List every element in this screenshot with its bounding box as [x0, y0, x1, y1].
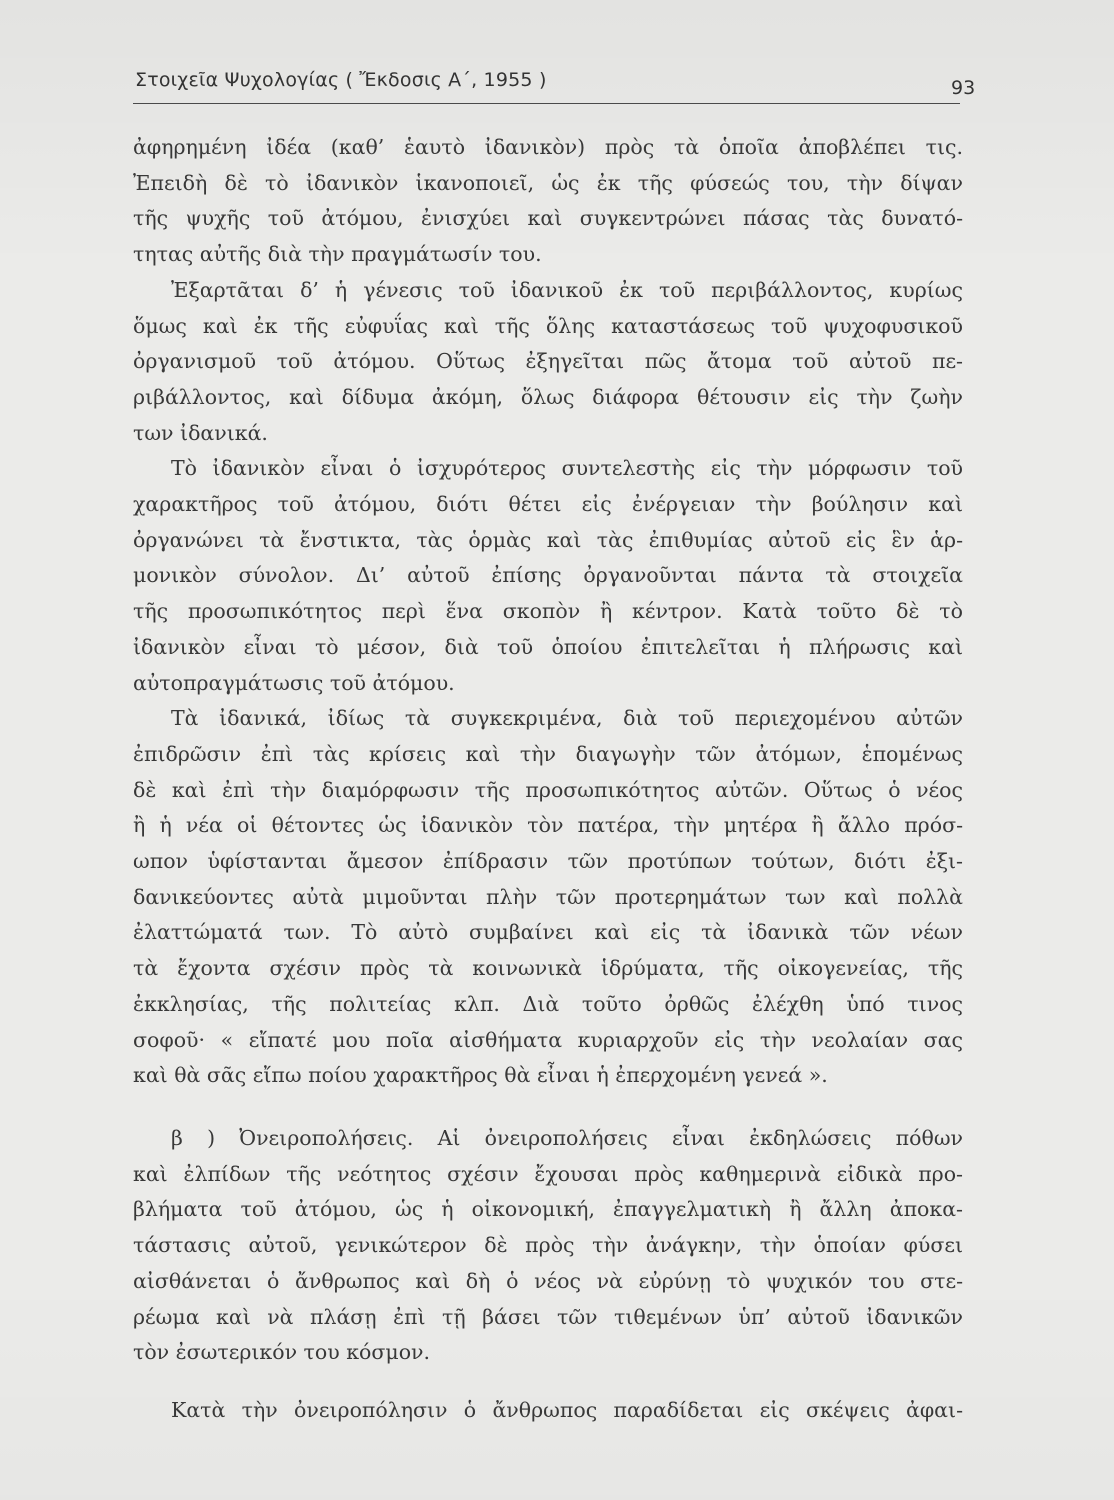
- text-line: ὀργανώνει τὰ ἔνστικτα, τὰς ὁρμὰς καὶ τὰς ἐπιθυμίας αὐτοῦ εἰς ἓν ἁρ-: [133, 527, 963, 552]
- header-rule: [133, 103, 960, 104]
- text-line: τὸν ἐσωτερικόν του κόσμον.: [133, 1340, 431, 1365]
- text-line: ρέωμα καὶ νὰ πλάσῃ ἐπὶ τῇ βάσει τῶν τιθεμένων ὑπ’ αὐτοῦ ἰδανικῶν: [133, 1304, 963, 1329]
- text-line: τῆς ψυχῆς τοῦ ἀτόμου, ἐνισχύει καὶ συγκεντρώνει πάσας τὰς δυνατό-: [133, 206, 963, 231]
- text-line: τὰ ἔχοντα σχέσιν πρὸς τὰ κοινωνικὰ ἱδρύματα, τῆς οἰκογενείας, τῆς: [133, 956, 963, 981]
- text-line: ἰδανικὸν εἶναι τὸ μέσον, διὰ τοῦ ὁποίου ἐπιτελεῖται ἡ πλήρωσις καὶ: [133, 634, 963, 659]
- text-line: αὐτοπραγμάτωσις τοῦ ἀτόμου.: [133, 670, 455, 695]
- text-line: δανικεύοντες αὐτὰ μιμοῦνται πλὴν τῶν προτερημάτων των καὶ πολλὰ: [133, 884, 963, 909]
- text-line: καὶ ἐλπίδων τῆς νεότητος σχέσιν ἔχουσαι πρὸς καθημερινὰ εἰδικὰ προ-: [133, 1161, 963, 1186]
- paragraph: [133, 273, 963, 452]
- running-header-title: Στοιχεῖα Ψυχολογίας ( Ἔκδοσις Α΄, 1955 ): [135, 69, 547, 91]
- text-line: ἐπιδρῶσιν ἐπὶ τὰς κρίσεις καὶ τὴν διαγωγὴν τῶν ἀτόμων, ἑπομένως: [133, 741, 963, 766]
- paragraph: [133, 451, 963, 701]
- text-line: καὶ θὰ σᾶς εἴπω ποίου χαρακτῆρος θὰ εἶναι ἡ ἐπερχομένη γενεά ».: [133, 1063, 828, 1088]
- page-number: 93: [951, 77, 976, 99]
- text-line: ὀργανισμοῦ τοῦ ἀτόμου. Οὕτως ἐξηγεῖται πῶς ἄτομα τοῦ αὐτοῦ πε-: [133, 349, 963, 374]
- text-line: βλήματα τοῦ ἀτόμου, ὡς ἡ οἰκονομική, ἐπαγγελματικὴ ἢ ἄλλη ἀποκα-: [133, 1197, 963, 1222]
- text-line: των ἰδανικά.: [133, 420, 268, 445]
- text-line: ἐλαττώματά των. Τὸ αὐτὸ συμβαίνει καὶ εἰς τὰ ἰδανικὰ τῶν νέων: [133, 920, 963, 945]
- text-line: μονικὸν σύνολον. Δι’ αὐτοῦ ἐπίσης ὀργανοῦνται πάντα τὰ στοιχεῖα: [133, 563, 963, 588]
- text-line: ἐκκλησίας, τῆς πολιτείας κλπ. Διὰ τοῦτο ὀρθῶς ἐλέχθη ὑπό τινος: [133, 991, 963, 1016]
- paragraph: [133, 130, 963, 273]
- text-line: αἰσθάνεται ὁ ἄνθρωπος καὶ δὴ ὁ νέος νὰ εὐρύνῃ τὸ ψυχικόν του στε-: [133, 1268, 963, 1293]
- text-line: Ἐξαρτᾶται δ’ ἡ γένεσις τοῦ ἰδανικοῦ ἐκ τοῦ περιβάλλοντος, κυρίως: [171, 277, 963, 302]
- text-line: Κατὰ τὴν ὀνειροπόλησιν ὁ ἄνθρωπος παραδίδεται εἰς σκέψεις ἀφαι-: [171, 1397, 963, 1422]
- paragraph: [133, 1121, 963, 1371]
- text-line: Ἐπειδὴ δὲ τὸ ἰδανικὸν ἱκανοποιεῖ, ὡς ἐκ τῆς φύσεώς του, τὴν δίψαν: [133, 170, 963, 195]
- text-line: σοφοῦ· « εἴπατέ μου ποῖα αἰσθήματα κυριαρχοῦν εἰς τὴν νεολαίαν σας: [133, 1027, 963, 1052]
- text-line: τάστασις αὐτοῦ, γενικώτερον δὲ πρὸς τὴν ἀνάγκην, τὴν ὁποίαν φύσει: [133, 1233, 963, 1258]
- text-line: χαρακτῆρος τοῦ ἀτόμου, διότι θέτει εἰς ἐνέργειαν τὴν βούλησιν καὶ: [133, 492, 963, 517]
- text-line: τητας αὐτῆς διὰ τὴν πραγμάτωσίν του.: [133, 242, 542, 267]
- paragraph: [133, 1393, 963, 1429]
- text-line: ἢ ἡ νέα οἱ θέτοντες ὡς ἰδανικὸν τὸν πατέρα, τὴν μητέρα ἢ ἄλλο πρόσ-: [133, 813, 963, 838]
- text-line: Τὸ ἰδανικὸν εἶναι ὁ ἰσχυρότερος συντελεστὴς εἰς τὴν μόρφωσιν τοῦ: [171, 456, 963, 481]
- paragraph: [133, 701, 963, 1094]
- text-line: ὅμως καὶ ἐκ τῆς εὐφυΐας καὶ τῆς ὅλης καταστάσεως τοῦ ψυχοφυσικοῦ: [133, 313, 963, 338]
- text-line: ἀφηρημένη ἰδέα (καθ’ ἑαυτὸ ἰδανικὸν) πρὸς τὰ ὁποῖα ἀποβλέπει τις.: [133, 135, 963, 159]
- text-line: τῆς προσωπικότητος περὶ ἕνα σκοπὸν ἢ κέντρον. Κατὰ τοῦτο δὲ τὸ: [133, 599, 963, 624]
- text-line: ωπον ὑφίστανται ἄμεσον ἐπίδρασιν τῶν προτύπων τούτων, διότι ἐξι-: [133, 849, 963, 874]
- text-line: β ) Ὀνειροπολήσεις. Αἱ ὀνειροπολήσεις εἶναι ἐκδηλώσεις πόθων: [171, 1125, 963, 1150]
- text-line: Τὰ ἰδανικά, ἰδίως τὰ συγκεκριμένα, διὰ τοῦ περιεχομένου αὐτῶν: [171, 706, 963, 731]
- body-text: [133, 130, 963, 1429]
- text-line: ριβάλλοντος, καὶ δίδυμα ἀκόμη, ὅλως διάφορα θέτουσιν εἰς τὴν ζωὴν: [133, 384, 963, 409]
- text-line: δὲ καὶ ἐπὶ τὴν διαμόρφωσιν τῆς προσωπικότητος αὐτῶν. Οὕτως ὁ νέος: [133, 777, 963, 802]
